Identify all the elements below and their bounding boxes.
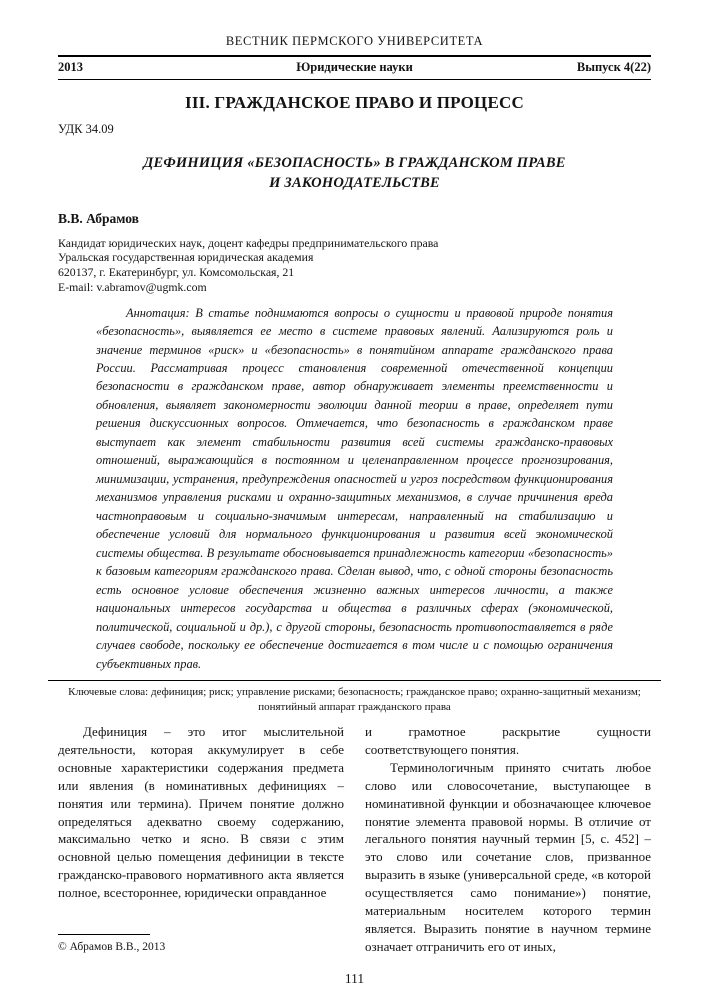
journal-year: 2013 [58,60,83,74]
body-paragraph: Дефиниция – это итог мыслительной деятельности, которая аккумулирует в себе основные характеристики содержания предмета или явления (в номинативных дефинициях – понятия или термина). Причем понятие должно определяться адекватно своему содержанию, максимально четко и ясно. В связи с этим основной целью помещения дефиниции в тексте гражданско-правового нормативного акта является полное, всестороннее, юридически оправданное [58,723,344,901]
journal-issue: Выпуск 4(22) [576,60,651,74]
journal-title: ВЕСТНИК ПЕРМСКОГО УНИВЕРСИТЕТА [225,34,484,48]
keywords-rule [48,680,661,681]
affiliation-line: Уральская государственная юридическая академия [58,250,314,265]
article-title-line1: ДЕФИНИЦИЯ «БЕЗОПАСНОСТЬ» В ГРАЖДАНСКОМ ПРАВЕ [143,155,566,171]
article-title-line2: И ЗАКОНОДАТЕЛЬСТВЕ [269,175,440,192]
page-number: 111 [344,971,365,986]
author-name: В.В. Абрамов [58,210,139,226]
keywords: Ключевые слова: дефиниция; риск; управление рисками; безопасность; гражданское право; охранно-защитный механизм; понятийный аппарат гражданского права [68,686,641,713]
journal-section: Юридические науки [296,60,413,74]
affiliation-line: 620137, г. Екатеринбург, ул. Комсомольская, 21 [58,265,295,280]
abstract-label: Аннотация: [126,305,190,320]
udc-code: УДК 34.09 [58,122,114,136]
body-column-left [58,723,344,956]
footnote-rule [58,934,150,935]
section-heading: III. ГРАЖДАНСКОЕ ПРАВО И ПРОЦЕСС [185,93,524,112]
body-column-right [365,723,651,956]
affiliation-email: E-mail: v.abramov@ugmk.com [58,279,207,294]
abstract-text: В статье поднимаются вопросы о сущности и правовой природе понятия «безопасность», выявляется ее место в системе правовых явлений. Аализируются роль и значение терминов «риск» и «безопасность» в понятийном аппарате гражданского права России. Рассматривая процесс становления современной отечественной концепции безопасности в гражданском праве, автор обнаруживает элементы преемственности и обновления, выявляет закономерности эволюции данной теории в праве, определяет пути решения дискуссионных вопросов. Отмечается, что безопасность в гражданском праве выступает как элемент стабильности развития всей системы гражданско-правовых отношений, выражающийся в постоянном и целенаправленном процессе прогнозирования, минимизации, устранения, предупреждения опасностей и угроз посредством функционирования механизмов управления рисками и охранно-защитных механизмов, в случае причинения вреда частноправовым и социально-значимым интересам, направленный на стабилизацию и обеспечение условий для нормального функционирования и развития всей экономической системы общества. В результате обосновывается принадлежность категории «безопасность» к базовым категориям гражданского права. Сделан вывод, что, с одной стороны безопасность есть основное условие обеспечения жизненно важных интересов личности, а также национальных интересов государства и общества в различных сферах (экономической, политической, социальной и др.), с другой стороны, безопасность противопоставляется в ряде случаев свободе, поскольку ее обеспечение достигается в том числе и с помощью ограничения субъективных прав. [96,305,613,671]
journal-header-row [58,57,651,79]
abstract-block [96,304,613,674]
author-affiliation [58,236,651,295]
body-paragraph: и грамотное раскрытие сущности соответствующего понятия. [365,723,651,757]
copyright-footnote [58,920,344,956]
body-columns [58,723,651,956]
article-title [58,153,651,194]
body-paragraph: Терминологичным принято считать любое слово или словосочетание, выступающее в номинативной функции и обозначающее ключевое понятие элемента правовой нормы. В отличие от легального понятия научный термин [5, с. 452] – это слово или сочетание слов, призванное выразить в языке (универсальной среде, «в которой осуществляется само понимание») понятие, материальным носителем которого термин является. Выразить понятие в научном термине означает отграничить его от иных, [365,759,651,955]
affiliation-line: Кандидат юридических наук, доцент кафедры предпринимательского права [58,235,439,250]
header-rule-bottom [58,79,651,80]
copyright-text: © Абрамов В.В., 2013 [58,941,166,954]
